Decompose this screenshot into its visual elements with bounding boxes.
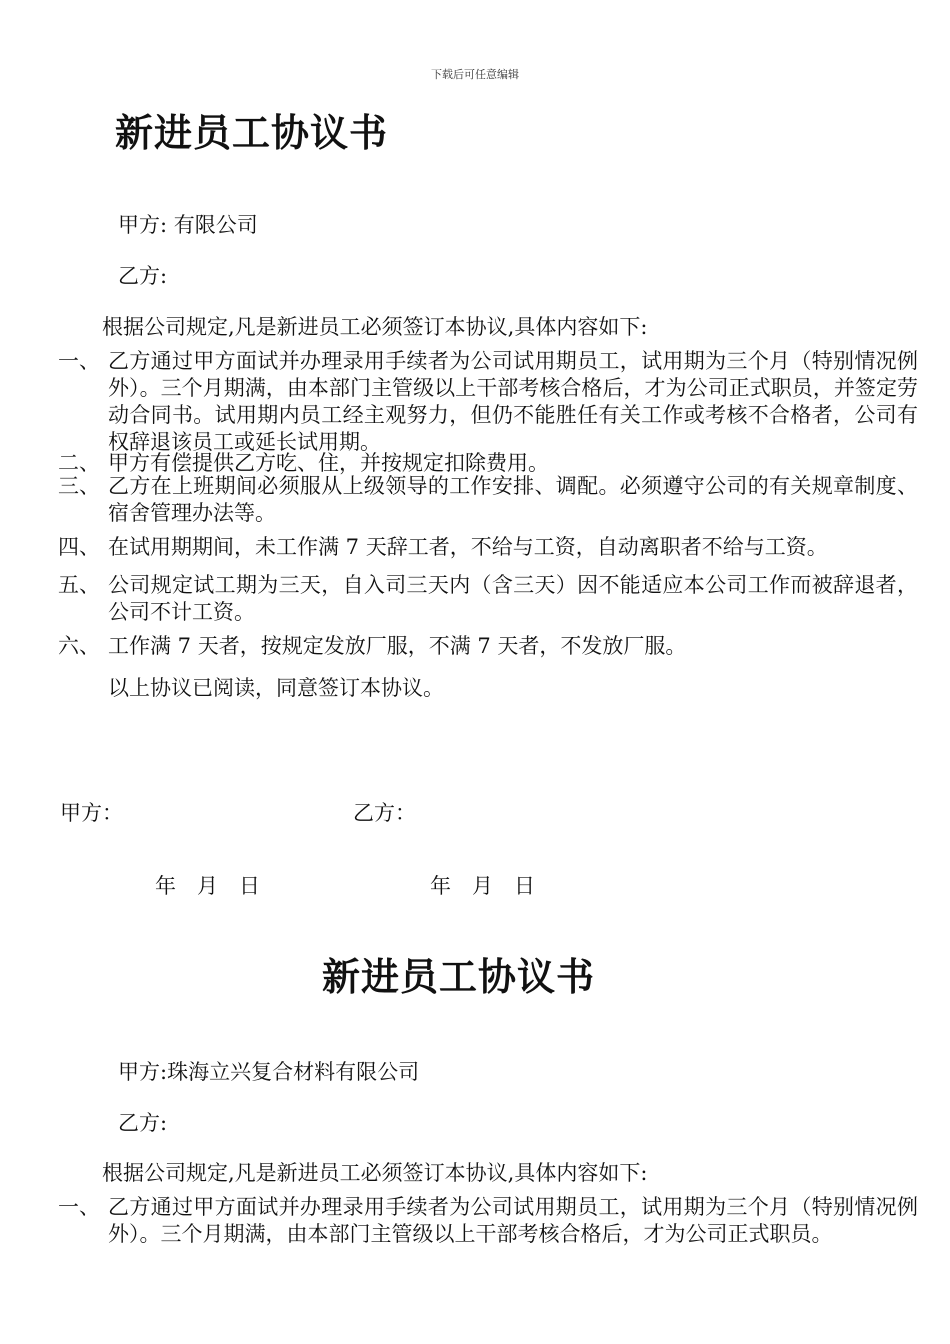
- clause-number: 一、: [58, 1195, 100, 1219]
- agreement-text: 以上协议已阅读，同意签订本协议。: [108, 676, 444, 700]
- clause-number: 四、: [58, 535, 100, 559]
- clause-text: 在试用期期间，未工作满 7 天辞工者，不给与工资，自动离职者不给与工资。: [108, 535, 828, 559]
- document-title: 新进员工协议书: [115, 110, 389, 155]
- clause-item: [58, 348, 918, 456]
- party-a-label: 甲方: 有限公司: [118, 213, 258, 237]
- clause-text: 甲方有偿提供乙方吃、住，并按规定扣除费用。: [108, 451, 549, 475]
- clause-number: 二、: [58, 451, 100, 475]
- date-party-a: 年 月 日: [155, 874, 260, 898]
- intro-text: 根据公司规定,凡是新进员工必须签订本协议,具体内容如下:: [102, 315, 648, 339]
- party-b-label: 乙方:: [118, 264, 168, 288]
- party-a-label: 甲方:珠海立兴复合材料有限公司: [118, 1060, 420, 1084]
- signature-party-b: 乙方：: [353, 801, 416, 825]
- date-party-b: 年 月 日: [430, 874, 535, 898]
- clause-number: 六、: [58, 634, 100, 658]
- clause-text: 乙方通过甲方面试并办理录用手续者为公司试用期员工，试用期为三个月（特别情况例外）。三个月期满，由本部门主管级以上干部考核合格后，才为公司正式职员。: [108, 1195, 918, 1246]
- clause-text: 乙方在上班期间必须服从上级领导的工作安排、调配。必须遵守公司的有关规章制度、宿舍管理办法等。: [108, 474, 918, 525]
- clause-item: [58, 572, 918, 626]
- clause-item: [58, 473, 918, 527]
- clause-text: 公司规定试工期为三天，自入司三天内（含三天）因不能适应本公司工作而被辞退者，公司不计工资。: [108, 573, 918, 624]
- party-b-label: 乙方:: [118, 1111, 168, 1135]
- clause-number: 五、: [58, 573, 100, 597]
- signature-party-a: 甲方：: [60, 801, 123, 825]
- clause-item: [58, 633, 918, 660]
- clause-text: 乙方通过甲方面试并办理录用手续者为公司试用期员工，试用期为三个月（特别情况例外）。三个月期满，由本部门主管级以上干部考核合格后，才为公司正式职员，并签定劳动合同书。试用期内员工经主观努力，但仍不能胜任有关工作或考核不合格者，公司有权辞退该员工或延长试用期。: [108, 349, 918, 454]
- clause-number: 一、: [58, 349, 100, 373]
- document-title: 新进员工协议书: [322, 954, 596, 999]
- clause-item: [58, 534, 918, 561]
- clause-number: 三、: [58, 474, 100, 498]
- clause-text: 工作满 7 天者，按规定发放厂服，不满 7 天者，不发放厂服。: [108, 634, 687, 658]
- header-note: 下载后可任意编辑: [431, 68, 519, 81]
- clause-item: [58, 1194, 918, 1248]
- intro-text: 根据公司规定,凡是新进员工必须签订本协议,具体内容如下:: [102, 1161, 648, 1185]
